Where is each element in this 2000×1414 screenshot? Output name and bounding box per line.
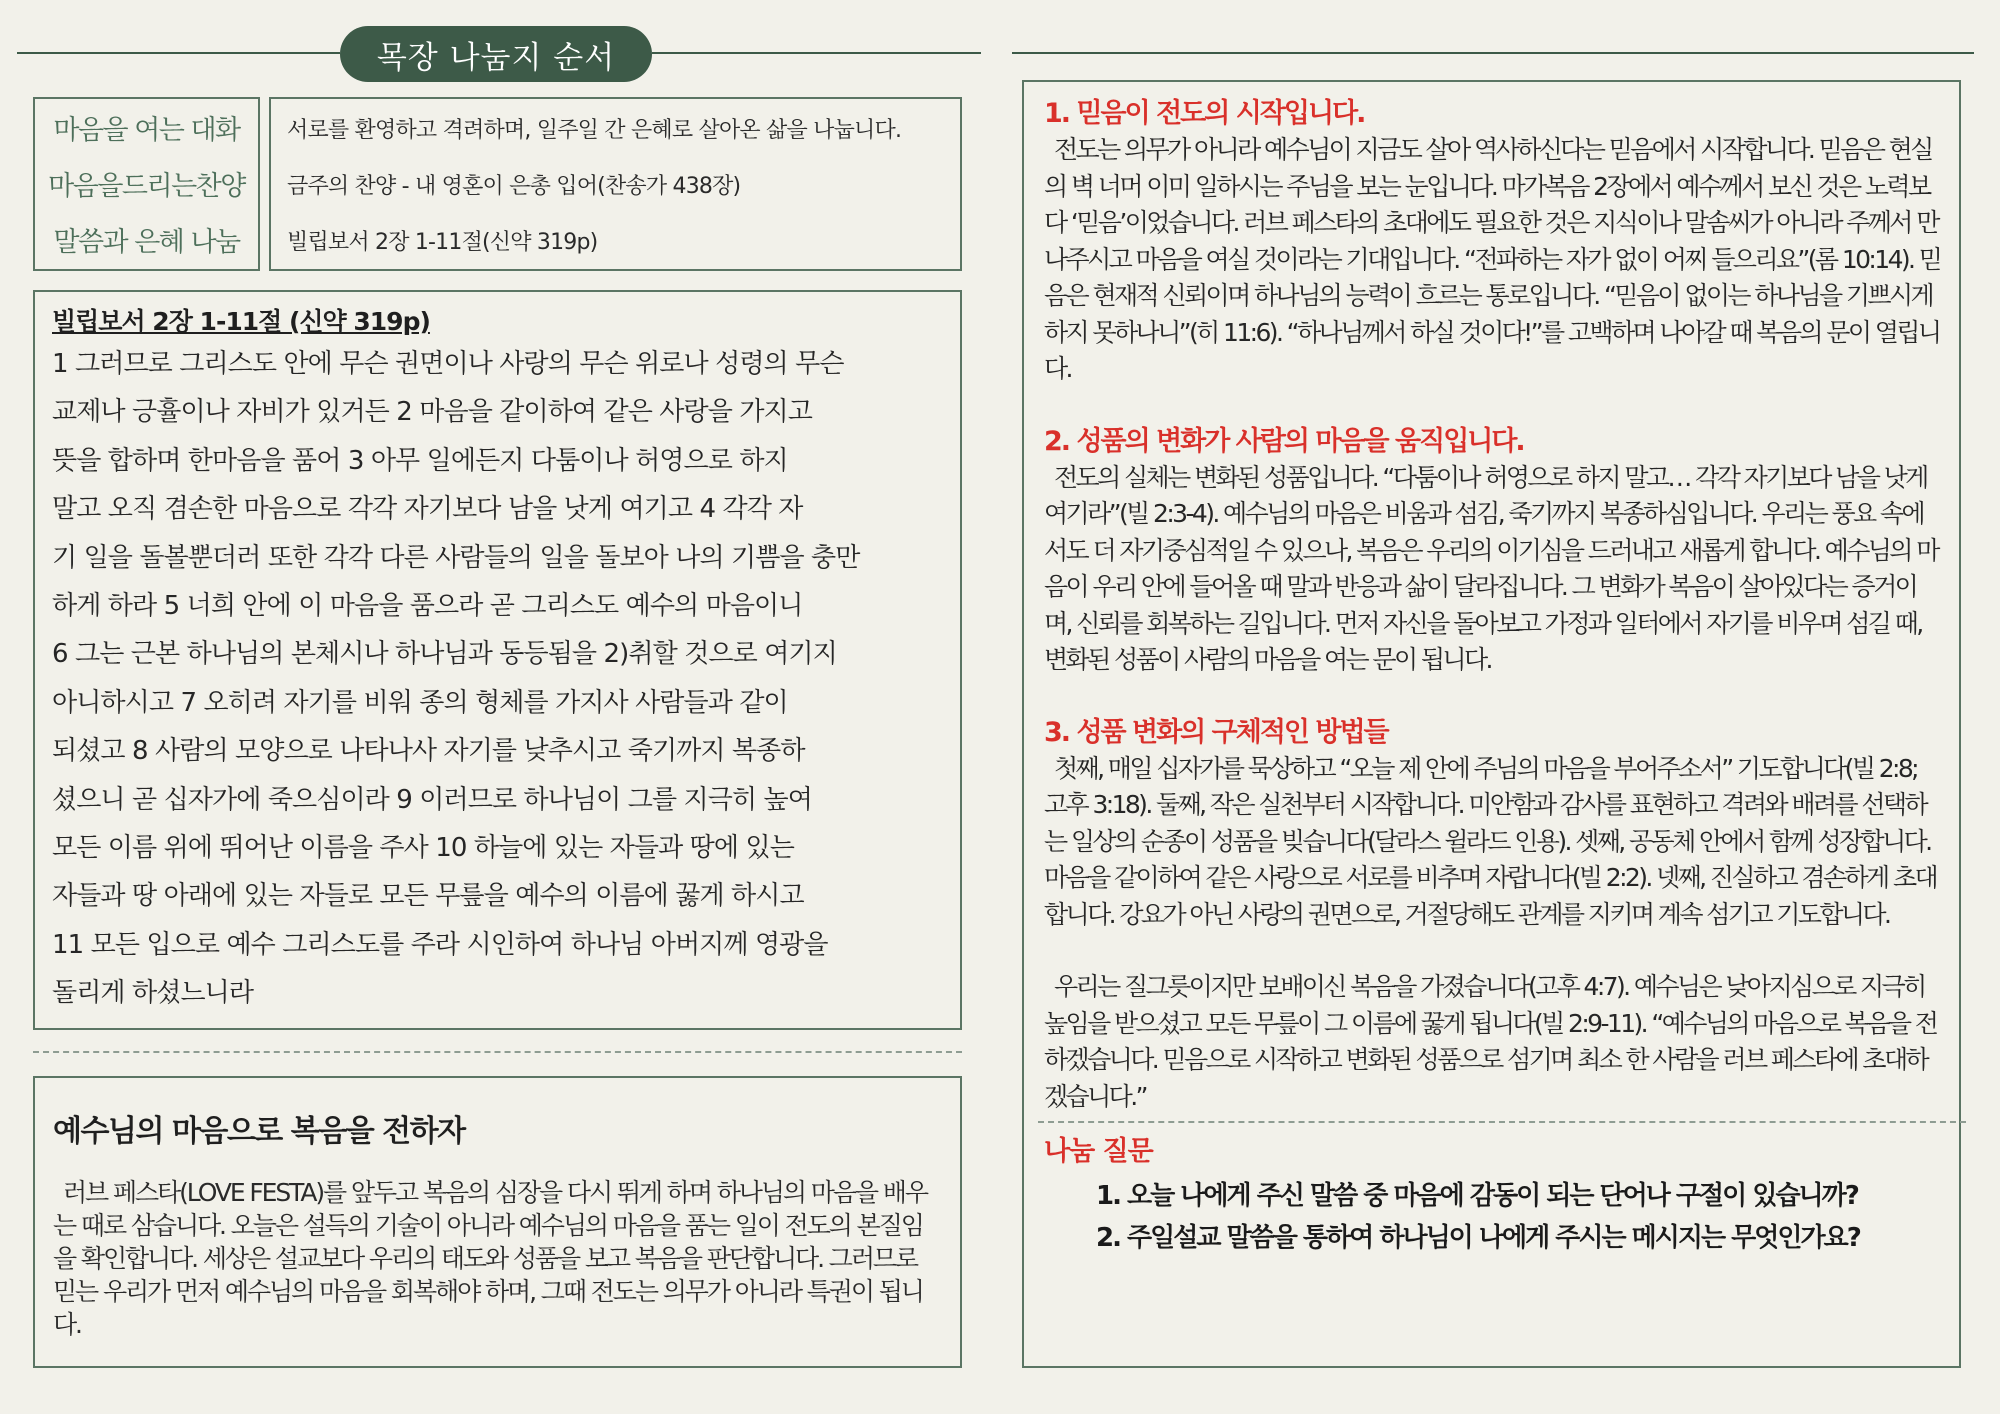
divider-dashed-right: [1038, 1121, 1966, 1123]
scripture-line: 되셨고 8 사람의 모양으로 나타나사 자기를 낮추시고 죽기까지 복종하: [52, 736, 805, 767]
point-3-title: 3. 성품 변화의 구체적인 방법들: [1044, 716, 1388, 748]
order-label-conversation: 마음을 여는 대화: [53, 115, 240, 146]
scripture-line: 모든 이름 위에 뛰어난 이름을 주사 10 하늘에 있는 자들과 땅에 있는: [52, 832, 794, 863]
order-label-word-sharing: 말씀과 은혜 나눔: [53, 227, 240, 258]
point-3-body: 첫째, 매일 십자가를 묵상하고 “오늘 제 안에 주님의 마음을 부어주소서” 기도합니다(빌 2:8; 고후 3:18). 둘째, 작은 실천부터 시작합니다. 미안함과 감사를 표현하고 격려와 배려를 선택하는 일상의 순종이 성품을 빚습니다(달라스 윌라드 인용). 셋째, 공동체 안에서 함께 성장합니다. 마음을 같이하여 같은 사랑으로 서로를 비추며 자랍니다(빌 2:2). 넷째, 진실하고 겸손하게 초대합니다. 강요가 아닌 사랑의 권면으로, 거절당해도 관계를 지키며 계속 섬기고 기도합니다.: [1044, 753, 1937, 929]
point-2-title: 2. 성품의 변화가 사람의 마음을 움직입니다.: [1044, 425, 1524, 457]
sermon-closing: 우리는 질그릇이지만 보배이신 복음을 가졌습니다(고후 4:7). 예수님은 낮아지심으로 지극히 높임을 받으셨고 모든 무릎이 그 이름에 꿇게 됩니다(빌 2:9-11). “예수님의 마음으로 복음을 전하겠습니다. 믿음으로 시작하고 변화된 성품으로 섬기며 최소 한 사람을 러브 페스타에 초대하겠습니다.”: [1044, 972, 1937, 1111]
page-title: 목장 나눔지 순서: [340, 26, 652, 82]
scripture-line: 아니하시고 7 오히려 자기를 비워 종의 형체를 가지사 사람들과 같이: [52, 687, 788, 718]
point-1-title: 1. 믿음이 전도의 시작입니다.: [1044, 98, 1365, 129]
scripture-line: 말고 오직 겸손한 마음으로 각각 자기보다 남을 낫게 여기고 4 각각 자: [52, 494, 803, 525]
scripture-line: 교제나 긍휼이나 자비가 있거든 2 마음을 같이하여 같은 사랑을 가지고: [52, 397, 812, 428]
scripture-line: 기 일을 돌볼뿐더러 또한 각각 다른 사람들의 일을 돌보아 나의 기쁨을 충만: [52, 542, 860, 573]
scripture-box: [33, 290, 962, 1030]
order-label-praise: 마음을드리는찬양: [48, 171, 245, 202]
header-rule-left: [17, 52, 340, 54]
scripture-line: 셨으니 곧 십자가에 죽으심이라 9 이러므로 하나님이 그를 지극히 높여: [52, 784, 812, 815]
point-2-body: 전도의 실체는 변화된 성품입니다. “다툼이나 허영으로 하지 말고… 각각 자기보다 남을 낫게 여기라”(빌 2:3-4). 예수님의 마음은 비움과 섬김, 죽기까지 복종하심입니다. 우리는 풍요 속에서도 더 자기중심적일 수 있으나, 복음은 우리의 이기심을 드러내고 새롭게 합니다. 예수님의 마음이 우리 안에 들어올 때 말과 반응과 삶이 달라집니다. 그 변화가 복음이 살아있다는 증거이며, 신뢰를 회복하는 길입니다. 먼저 자신을 돌아보고 가정과 일터에서 자기를 비우며 섬길 때, 변화된 성품이 사람의 마음을 여는 문이 됩니다.: [1044, 462, 1938, 674]
header-rule-middle: [652, 52, 981, 54]
sermon-points-box: [1022, 80, 1961, 1368]
divider-dashed-left: [33, 1051, 962, 1053]
point-1-body: 전도는 의무가 아니라 예수님이 지금도 살아 역사하신다는 믿음에서 시작합니다. 믿음은 현실의 벽 너머 이미 일하시는 주님을 보는 눈입니다. 마가복음 2장에서 예수께서 보신 것은 노력보다 ‘믿음’이었습니다. 러브 페스타의 초대에도 필요한 것은 지식이나 말솜씨가 아니라 주께서 만나주시고 마음을 여실 것이라는 기대입니다. “전파하는 자가 없이 어찌 들으리요”(롬 10:14). 믿음은 현재적 신뢰이며 하나님의 능력이 흐르는 통로입니다. “믿음이 없이는 하나님을 기쁘시게 하지 못하나니”(히 11:6). “하나님께서 하실 것이다!”를 고백하며 나아갈 때 복음의 문이 열립니다.: [1044, 135, 1941, 383]
questions-heading: 나눔 질문: [1044, 1136, 1153, 1167]
question-item: 1. 오늘 나에게 주신 말씀 중 마음에 감동이 되는 단어나 구절이 있습니까?: [1096, 1181, 1858, 1211]
header-rule-right: [1012, 52, 1974, 54]
sermon-intro: 러브 페스타(LOVE FESTA)를 앞두고 복음의 심장을 다시 뛰게 하며 하나님의 마음을 배우는 때로 삼습니다. 오늘은 설득의 기술이 아니라 예수님의 마음을 품는 일이 전도의 본질임을 확인합니다. 세상은 설교보다 우리의 태도와 성품을 보고 복음을 판단합니다. 그러므로 믿는 우리가 먼저 예수님의 마음을 회복해야 하며, 그때 전도는 의무가 아니라 특권이 됩니다.: [53, 1178, 927, 1339]
scripture-line: 뜻을 합하며 한마음을 품어 3 아무 일에든지 다툼이나 허영으로 하지: [52, 445, 788, 476]
scripture-title: 빌립보서 2장 1-11절 (신약 319p): [52, 307, 430, 336]
scripture-line: 1 그러므로 그리스도 안에 무슨 권면이나 사랑의 무슨 위로나 성령의 무슨: [52, 349, 844, 379]
scripture-line: 하게 하라 5 너희 안에 이 마음을 품으라 곧 그리스도 예수의 마음이니: [52, 590, 803, 621]
question-item: 2. 주일설교 말씀을 통하여 하나님이 나에게 주시는 메시지는 무엇인가요?: [1096, 1223, 1860, 1253]
order-descriptions-box: [269, 97, 962, 271]
sermon-title: 예수님의 마음으로 복음을 전하자: [53, 1114, 465, 1149]
scripture-line: 6 그는 근본 하나님의 본체시나 하나님과 동등됨을 2)취할 것으로 여기지: [52, 639, 837, 670]
order-desc-conversation: 서로를 환영하고 격려하며, 일주일 간 은혜로 살아온 삶을 나눕니다.: [287, 118, 902, 143]
scripture-line: 돌리게 하셨느니라: [52, 978, 254, 1009]
order-desc-word-sharing: 빌립보서 2장 1-11절(신약 319p): [287, 230, 598, 255]
questions-list: [1044, 1175, 1943, 1259]
sermon-intro-box: [33, 1076, 962, 1368]
order-labels-box: [33, 97, 260, 271]
order-desc-praise: 금주의 찬양 - 내 영혼이 은총 입어(찬송가 438장): [287, 174, 741, 199]
scripture-line: 자들과 땅 아래에 있는 자들로 모든 무릎을 예수의 이름에 꿇게 하시고: [52, 881, 804, 912]
scripture-line: 11 모든 입으로 예수 그리스도를 주라 시인하여 하나님 아버지께 영광을: [52, 929, 828, 960]
